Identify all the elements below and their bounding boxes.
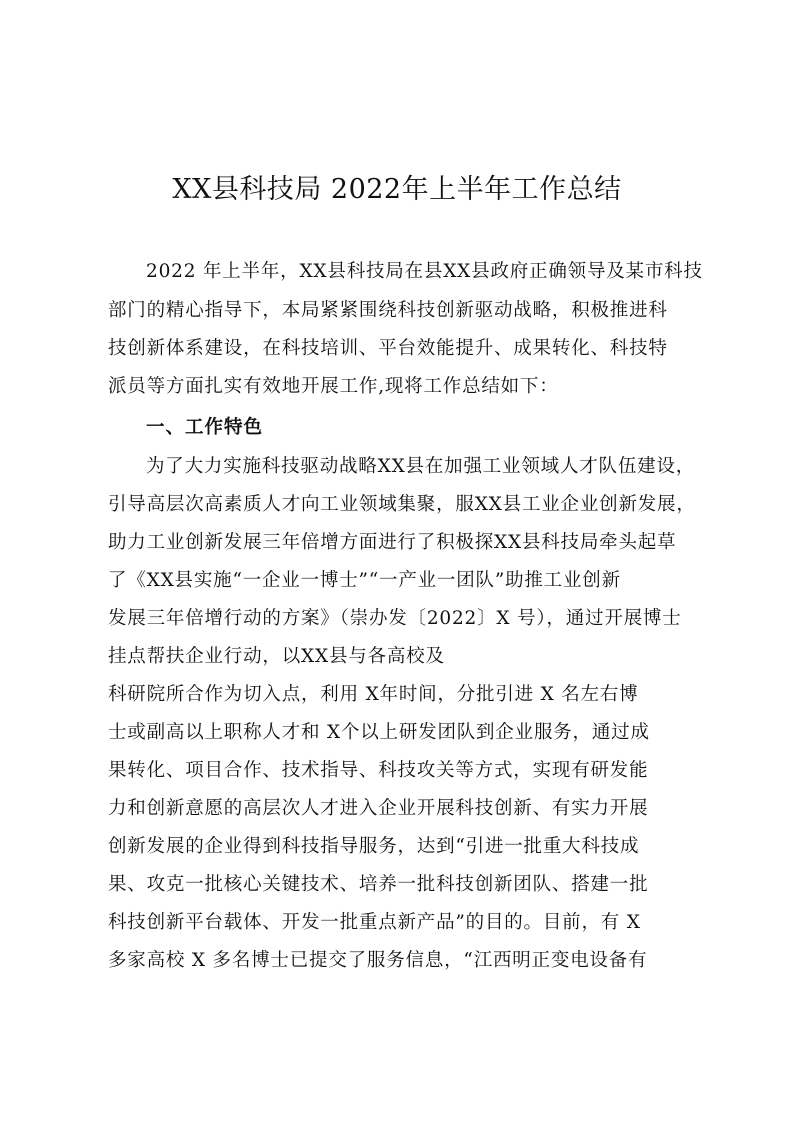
section-line-10: 力和创新意愿的高层次人才进入企业开展科技创新、有实力开展 (108, 798, 649, 819)
section-line-6: 挂点帮扶企业行动，以XX县与各高校及 (108, 646, 445, 667)
intro-line-1: 2022 年上半年，XX县科技局在县XX县政府正确领导及某市科技 (146, 261, 703, 282)
intro-line-3: 技创新体系建设，在科技培训、平台效能提升、成果转化、科技特 (108, 338, 668, 359)
section-line-8: 士或副高以上职称人才和 X个以上研发团队到企业服务，通过成 (108, 722, 650, 743)
document-title: XX县科技局 2022年上半年工作总结 (172, 174, 622, 205)
section-line-5: 发展三年倍增行动的方案》（崇办发〔2022〕X 号），通过开展博士 (108, 608, 682, 629)
section-line-7: 科研院所合作为切入点，利用 X年时间，分批引进 X 名左右博 (108, 684, 639, 705)
section-line-4: 了《XX县实施“一企业一博士”“一产业一团队”助推工业创新 (108, 570, 621, 591)
section-line-9: 果转化、项目合作、技术指导、科技攻关等方式，实现有研发能 (108, 760, 649, 781)
section-line-12: 果、攻克一批核心关键技术、培养一批科技创新团队、搭建一批 (108, 874, 649, 895)
section-heading: 一、工作特色 (146, 417, 264, 438)
section-line-13: 科技创新平台载体、开发一批重点新产品”的目的。目前，有 X (108, 912, 641, 933)
section-line-3: 助力工业创新发展三年倍增方面进行了积极探XX县科技局牵头起草 (108, 532, 677, 553)
section-line-2: 引导高层次高素质人才向工业领域集聚，服XX县工业企业创新发展， (108, 494, 696, 515)
intro-line-2: 部门的精心指导下，本局紧紧围绕科技创新驱动战略，积极推进科 (108, 300, 668, 321)
intro-line-4: 派员等方面扎实有效地开展工作,现将工作总结如下： (108, 376, 559, 397)
section-line-14: 多家高校 X 多名博士已提交了服务信息，“江西明正变电设备有 (108, 950, 648, 971)
section-line-11: 创新发展的企业得到科技指导服务，达到“引进一批重大科技成 (108, 836, 640, 857)
section-line-1: 为了大力实施科技驱动战略XX县在加强工业领域人才队伍建设， (146, 456, 696, 477)
